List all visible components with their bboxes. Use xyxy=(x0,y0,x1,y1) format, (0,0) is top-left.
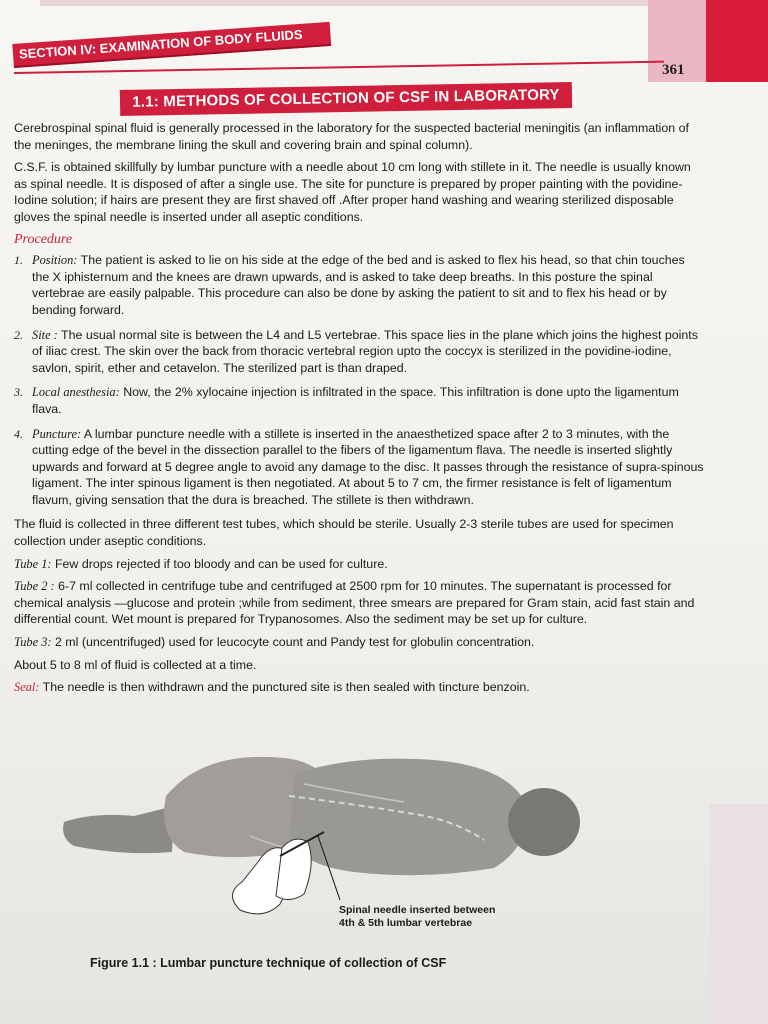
figure-label xyxy=(339,904,495,930)
figure-label-line-1: Spinal needle inserted between xyxy=(339,904,496,916)
top-stripe xyxy=(40,0,650,6)
body-text xyxy=(14,120,704,702)
step-text: The usual normal site is between the L4 and L5 vertebrae. This space lies in the plane which joins the highest points of iliac crest. The skin over the back from thoracic vertebral region upto the coccyx is sterilized in the povidine-iodine, savlon, spirit, ether and cetavelon. The sterilized part is than draped. xyxy=(32,327,698,375)
lumbar-puncture-figure xyxy=(54,744,588,980)
figure-caption: Figure 1.1 : Lumbar puncture technique of collection of CSF xyxy=(90,956,447,970)
tube-label: Tube 3: xyxy=(14,635,52,650)
intro-paragraph-1: Cerebrospinal spinal fluid is generally processed in the laboratory for the suspected bacterial meningitis (an inflammation of the meninges, the membrane lining the skull and covering brain and spinal column). xyxy=(14,121,689,152)
section-rule xyxy=(14,61,664,74)
step-site xyxy=(14,327,704,377)
step-position xyxy=(14,252,704,318)
seal-text: The needle is then withdrawn and the punctured site is then sealed with tincture benzoin. xyxy=(39,680,530,695)
section-banner: SECTION IV: EXAMINATION OF BODY FLUIDS xyxy=(12,22,331,68)
seal-paragraph xyxy=(14,679,704,696)
page-number: 361 xyxy=(662,62,685,78)
tube-label: Tube 2 : xyxy=(14,579,55,594)
tube-label: Tube 1: xyxy=(14,556,52,571)
figure-label-line-2: 4th & 5th lumbar vertebrae xyxy=(339,917,473,929)
volume-paragraph: About 5 to 8 ml of fluid is collected at a time. xyxy=(14,657,257,672)
tube-2-paragraph xyxy=(14,578,704,628)
step-puncture xyxy=(14,426,704,509)
tube-text: 2 ml (uncentrifuged) used for leucocyte count and Pandy test for globulin concentration. xyxy=(51,635,535,650)
step-local-anesthesia xyxy=(14,384,704,417)
page-title: 1.1: METHODS OF COLLECTION OF CSF IN LABORATORY xyxy=(120,82,572,116)
seal-label: Seal: xyxy=(14,680,40,695)
corner-bottom-band xyxy=(710,804,768,1024)
tube-text: Few drops rejected if too bloody and can be used for culture. xyxy=(51,556,388,571)
step-label: Site : xyxy=(32,327,58,342)
tube-1-paragraph xyxy=(14,556,704,573)
step-number: 3. xyxy=(14,385,23,400)
step-number: 2. xyxy=(14,327,23,342)
step-number: 1. xyxy=(14,253,23,268)
step-text: A lumbar puncture needle with a stillete is inserted in the anaesthetized space after 2 to 3 minutes, with the cutting edge of the bevel in the dissection parallel to the fibers of the ligamentum flava. The needle is inserted slightly upwards and forward at 5 degree angle to avoid any damage to the disc. It passes through the resistance of supra-spinous ligament. The inter spinous ligament is then negotiated. At about 5 to 7 cm, the firmer resistance is felt of ligamentum flavum, giving sensation that the dura is breached. The stillete is then withdrawn. xyxy=(32,426,704,507)
step-number: 4. xyxy=(14,426,23,441)
step-label: Position: xyxy=(32,253,78,268)
step-label: Local anesthesia: xyxy=(32,385,120,400)
patient-illustration xyxy=(54,744,588,944)
step-text: The patient is asked to lie on his side at the edge of the bed and is asked to flex his head, so that chin touches the X iphisternum and the knees are drawn upwards, and is asked to take deep breaths. In this posture the spinal vertebrae are easily palpable. This procedure can also be done by asking the patient to sit and to flex his head or by bending forward. xyxy=(32,253,685,317)
intro-paragraph-2: C.S.F. is obtained skillfully by lumbar puncture with a needle about 10 cm long with stillete in it. The needle is usually known as spinal needle. It is disposed of after a single use. The site for puncture is prepared by proper painting with the povidine-Iodine solution; if hairs are present they are first shaved off .After proper hand washing and wearing sterilized disposable gloves the spinal needle is inserted under all aseptic conditions. xyxy=(14,160,691,224)
step-text: Now, the 2% xylocaine injection is infiltrated in the space. This infiltration is done upto the ligamentum flava. xyxy=(32,385,679,416)
tube-3-paragraph xyxy=(14,634,704,651)
collection-paragraph: The fluid is collected in three different test tubes, which should be sterile. Usually 2-3 sterile tubes are used for specimen collection under aseptic conditions. xyxy=(14,517,674,549)
tube-text: 6-7 ml collected in centrifuge tube and centrifuged at 2500 rpm for 10 minutes. The supernatant is processed for chemical analysis —glucose and protein ;while from sediment, three smears are prepared for Gram stain, acid fast stain and differential count. Wet mount is prepared for Trypanosomes. Also the sediment may be set up for culture. xyxy=(14,579,695,627)
step-label: Puncture: xyxy=(32,426,82,441)
procedure-heading: Procedure xyxy=(14,231,73,247)
corner-red-band xyxy=(706,0,768,82)
procedure-steps xyxy=(14,252,704,508)
